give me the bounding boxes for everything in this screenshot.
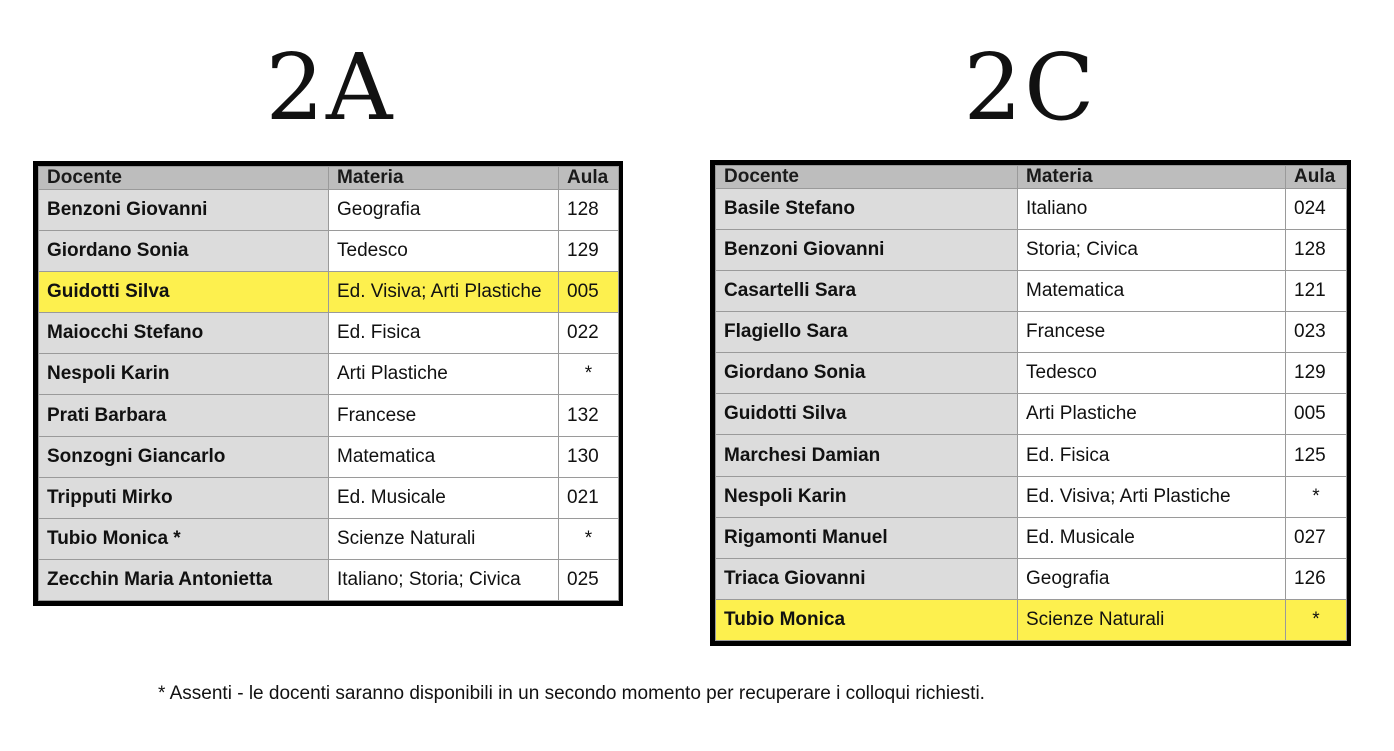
subject-cell: Tedesco <box>329 231 559 272</box>
subject-cell: Matematica <box>329 436 559 477</box>
subject-cell: Geografia <box>329 190 559 231</box>
table-row <box>39 354 619 395</box>
room-cell: 023 <box>1286 312 1347 353</box>
table-row <box>716 476 1347 517</box>
room-cell: * <box>559 518 619 559</box>
room-cell: 021 <box>559 477 619 518</box>
table-header-row <box>39 167 619 190</box>
room-cell: 121 <box>1286 271 1347 312</box>
table-row <box>39 518 619 559</box>
table-body-2c <box>716 189 1347 641</box>
subject-cell: Ed. Fisica <box>329 313 559 354</box>
table-header-row <box>716 166 1347 189</box>
schedule-table-2a <box>33 161 623 606</box>
room-cell: 132 <box>559 395 619 436</box>
table-row <box>39 395 619 436</box>
header-teacher: Docente <box>716 166 1018 189</box>
teacher-cell: Benzoni Giovanni <box>716 230 1018 271</box>
subject-cell: Ed. Musicale <box>1018 517 1286 558</box>
table-row <box>716 394 1347 435</box>
teacher-cell: Flagiello Sara <box>716 312 1018 353</box>
room-cell: 126 <box>1286 558 1347 599</box>
teacher-cell: Tubio Monica <box>716 599 1018 640</box>
subject-cell: Arti Plastiche <box>329 354 559 395</box>
class-title-2c: 2C <box>963 34 1097 141</box>
table-row <box>39 272 619 313</box>
subject-cell: Ed. Musicale <box>329 477 559 518</box>
teacher-cell: Giordano Sonia <box>716 353 1018 394</box>
table-row <box>39 190 619 231</box>
subject-cell: Storia; Civica <box>1018 230 1286 271</box>
room-cell: * <box>559 354 619 395</box>
table-row <box>716 517 1347 558</box>
room-cell: 125 <box>1286 435 1347 476</box>
header-room: Aula <box>559 167 619 190</box>
room-cell: 128 <box>1286 230 1347 271</box>
table-row <box>716 353 1347 394</box>
teacher-cell: Triaca Giovanni <box>716 558 1018 599</box>
subject-cell: Ed. Visiva; Arti Plastiche <box>1018 476 1286 517</box>
teacher-cell: Maiocchi Stefano <box>39 313 329 354</box>
teacher-cell: Benzoni Giovanni <box>39 190 329 231</box>
teacher-cell: Nespoli Karin <box>39 354 329 395</box>
header-subject: Materia <box>329 167 559 190</box>
subject-cell: Geografia <box>1018 558 1286 599</box>
teacher-cell: Guidotti Silva <box>39 272 329 313</box>
subject-cell: Ed. Fisica <box>1018 435 1286 476</box>
subject-cell: Italiano; Storia; Civica <box>329 559 559 600</box>
header-room: Aula <box>1286 166 1347 189</box>
teacher-cell: Sonzogni Giancarlo <box>39 436 329 477</box>
teacher-cell: Giordano Sonia <box>39 231 329 272</box>
table-body-2a <box>39 190 619 601</box>
class-title-2a: 2A <box>265 34 395 141</box>
teacher-cell: Casartelli Sara <box>716 271 1018 312</box>
teacher-cell: Marchesi Damian <box>716 435 1018 476</box>
table-row <box>39 313 619 354</box>
table-row <box>716 189 1347 230</box>
subject-cell: Francese <box>329 395 559 436</box>
table-row <box>716 558 1347 599</box>
room-cell: 027 <box>1286 517 1347 558</box>
room-cell: 005 <box>559 272 619 313</box>
teacher-cell: Nespoli Karin <box>716 476 1018 517</box>
teacher-cell: Prati Barbara <box>39 395 329 436</box>
subject-cell: Matematica <box>1018 271 1286 312</box>
footnote: * Assenti - le docenti saranno disponibili in un secondo momento per recuperare i colloqui richiesti. <box>158 683 985 704</box>
room-cell: 024 <box>1286 189 1347 230</box>
subject-cell: Italiano <box>1018 189 1286 230</box>
table-row <box>716 230 1347 271</box>
room-cell: * <box>1286 476 1347 517</box>
table-row <box>716 271 1347 312</box>
table-row <box>39 436 619 477</box>
teacher-cell: Guidotti Silva <box>716 394 1018 435</box>
table-row <box>39 477 619 518</box>
teacher-cell: Basile Stefano <box>716 189 1018 230</box>
subject-cell: Scienze Naturali <box>329 518 559 559</box>
room-cell: 005 <box>1286 394 1347 435</box>
room-cell: 130 <box>559 436 619 477</box>
room-cell: 022 <box>559 313 619 354</box>
subject-cell: Scienze Naturali <box>1018 599 1286 640</box>
teacher-cell: Tripputi Mirko <box>39 477 329 518</box>
header-teacher: Docente <box>39 167 329 190</box>
room-cell: 025 <box>559 559 619 600</box>
teacher-cell: Tubio Monica * <box>39 518 329 559</box>
table-row <box>716 599 1347 640</box>
subject-cell: Tedesco <box>1018 353 1286 394</box>
subject-cell: Arti Plastiche <box>1018 394 1286 435</box>
table-row <box>716 435 1347 476</box>
subject-cell: Ed. Visiva; Arti Plastiche <box>329 272 559 313</box>
header-subject: Materia <box>1018 166 1286 189</box>
table-row <box>716 312 1347 353</box>
room-cell: 129 <box>1286 353 1347 394</box>
table-row <box>39 231 619 272</box>
room-cell: 128 <box>559 190 619 231</box>
room-cell: * <box>1286 599 1347 640</box>
teacher-cell: Zecchin Maria Antonietta <box>39 559 329 600</box>
table-row <box>39 559 619 600</box>
teacher-cell: Rigamonti Manuel <box>716 517 1018 558</box>
room-cell: 129 <box>559 231 619 272</box>
schedule-table-2c <box>710 160 1351 646</box>
subject-cell: Francese <box>1018 312 1286 353</box>
